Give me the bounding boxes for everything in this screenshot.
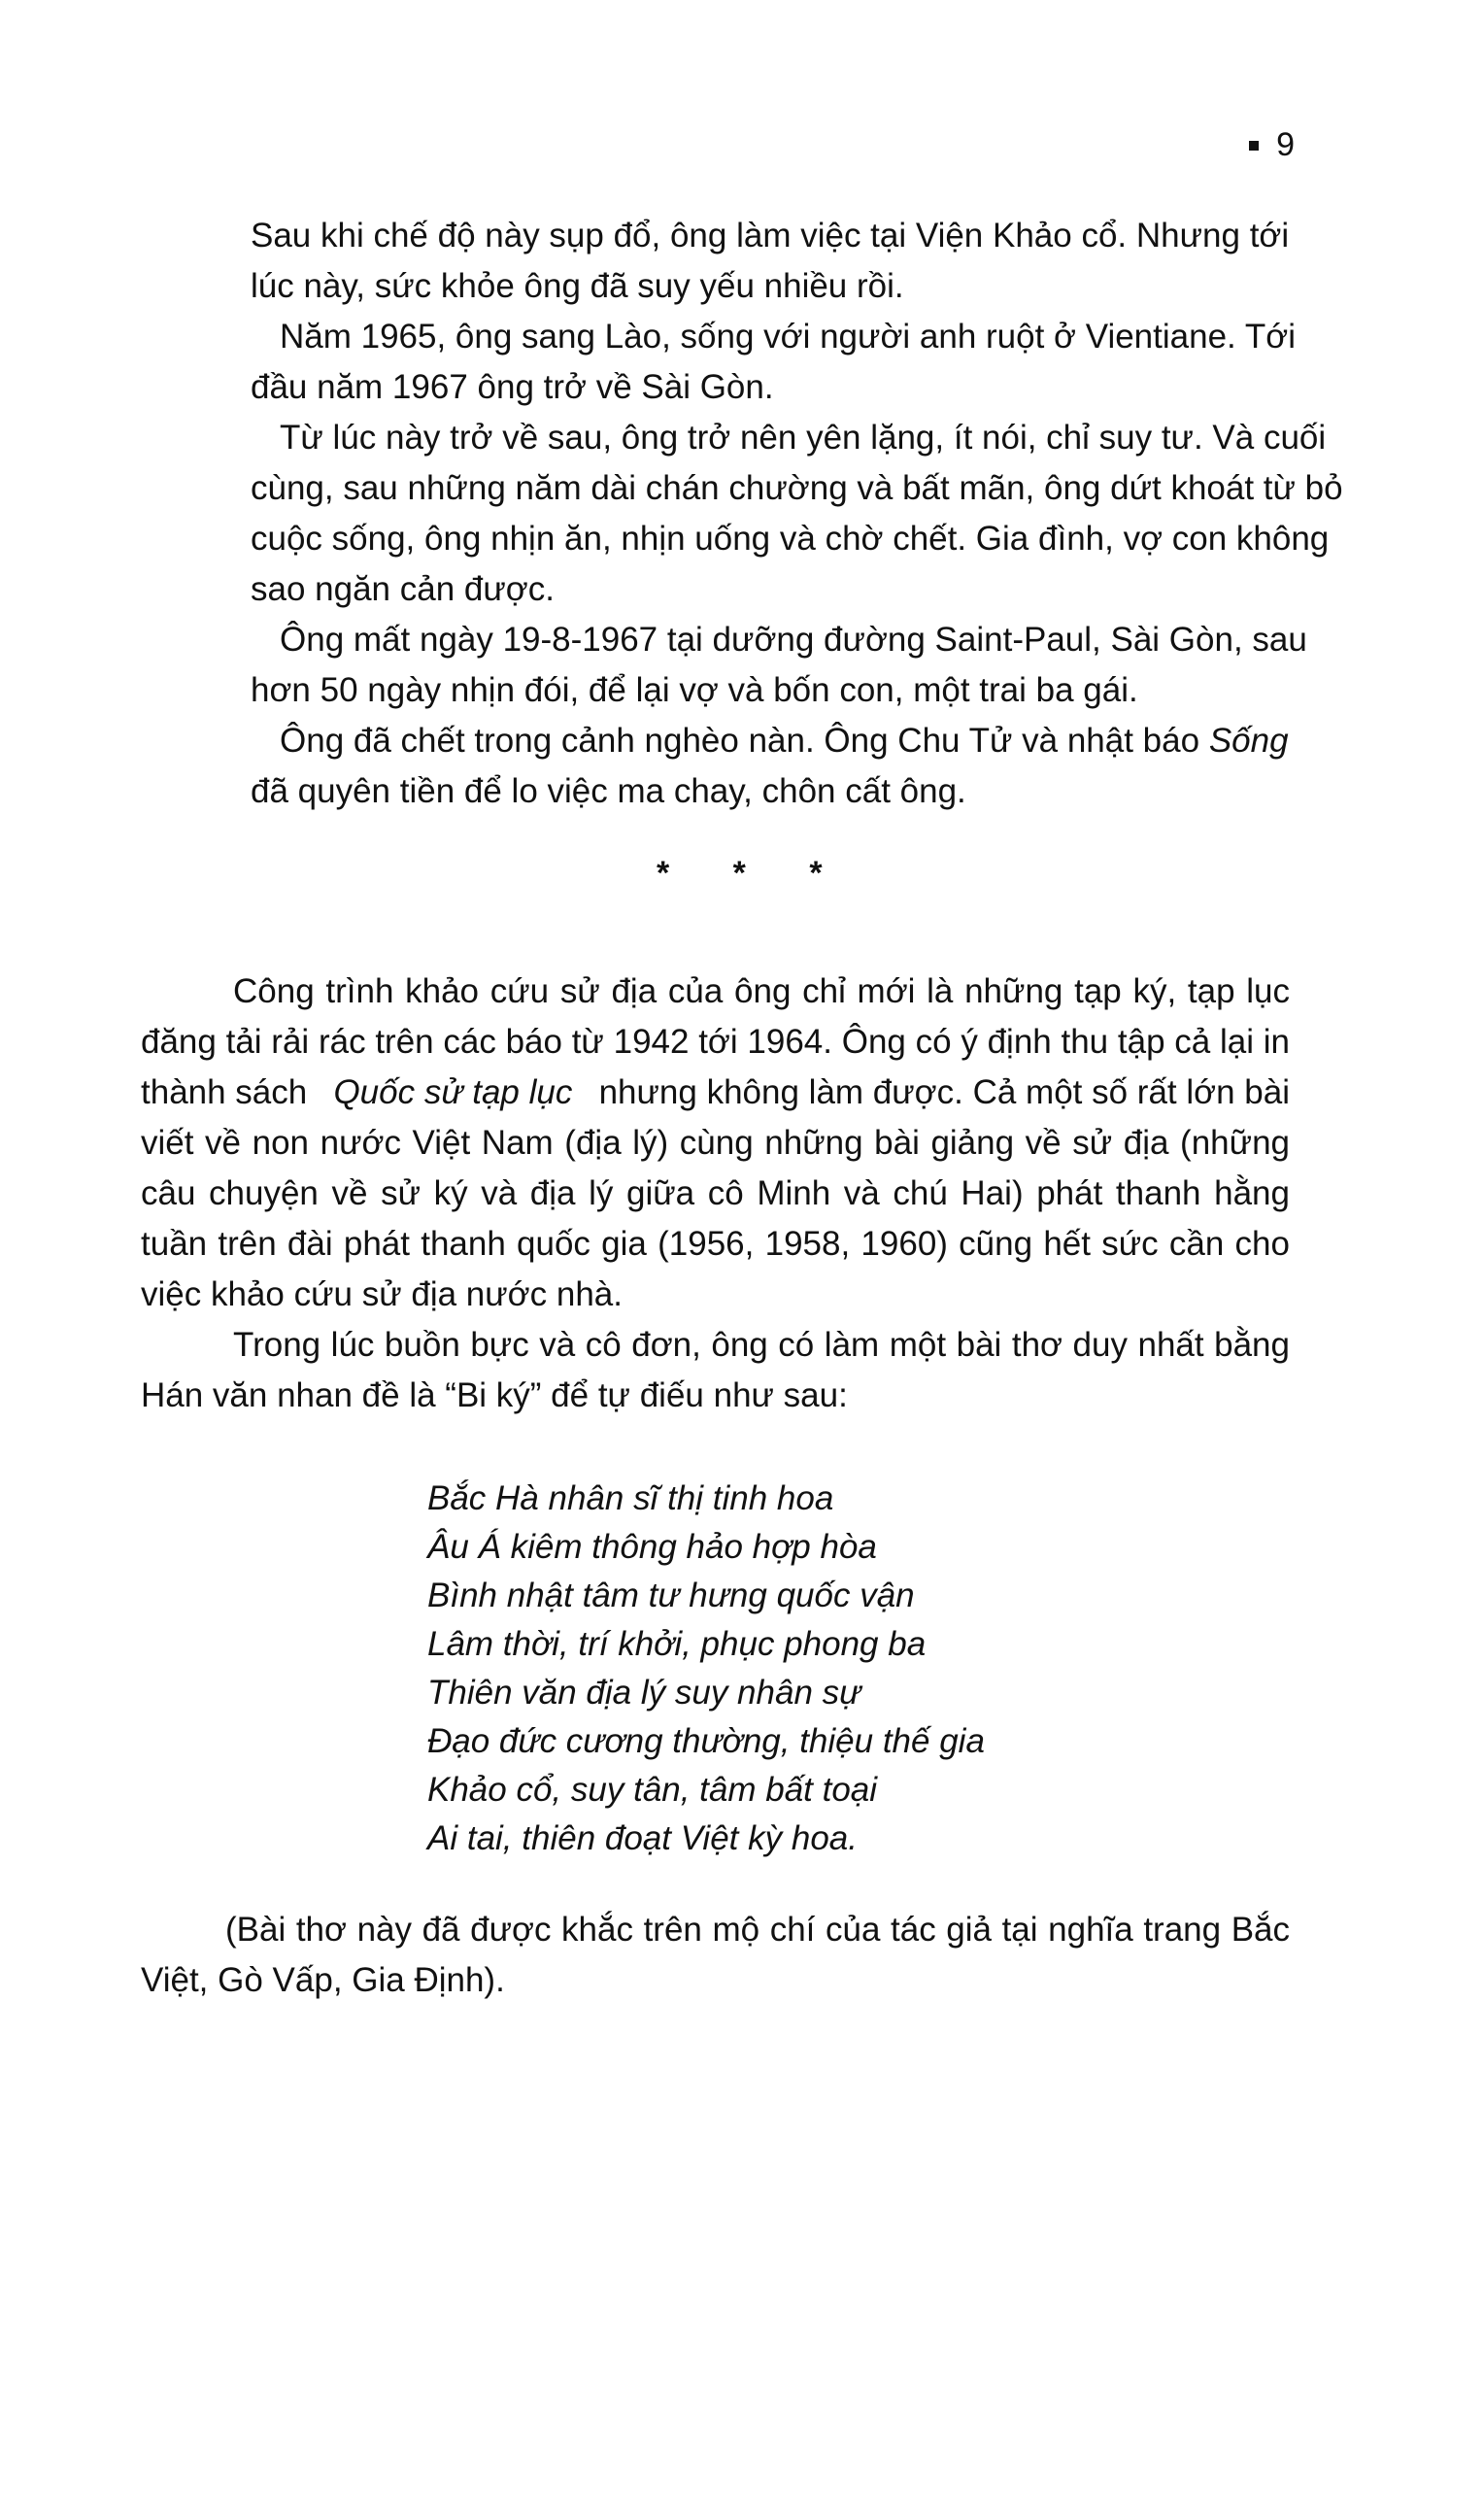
- paragraph-line: việc khảo cứu sử địa nước nhà.: [141, 1275, 623, 1313]
- paragraph-line: Hán văn nhan đề là “Bi ký” để tự điếu như sau:: [141, 1376, 848, 1414]
- paragraph-line: Công trình khảo cứu sử địa của ông chỉ mới là những tạp ký, tạp lục: [233, 972, 1290, 1010]
- paragraph-line: lúc này, sức khỏe ông đã suy yếu nhiều rồi.: [251, 267, 904, 305]
- paragraph-text: nhưng không làm được. Cả một số rất lớn bài: [598, 1073, 1290, 1111]
- page-number-text: 9: [1276, 126, 1295, 163]
- paragraph-line: Sau khi chế độ này sụp đổ, ông làm việc tại Viện Khảo cổ. Nhưng tới: [251, 217, 1290, 254]
- paragraph-line: câu chuyện về sử ký và địa lý giữa cô Minh và chú Hai) phát thanh hằng: [141, 1174, 1290, 1212]
- paragraph-line: viết về non nước Việt Nam (địa lý) cùng những bài giảng về sử địa (những: [141, 1124, 1290, 1162]
- paragraph-line: cùng, sau những năm dài chán chường và bất mãn, ông dứt khoát từ bỏ: [251, 469, 1343, 507]
- paragraph-line: Trong lúc buồn bực và cô đơn, ông có làm một bài thơ duy nhất bằng: [233, 1326, 1290, 1364]
- section-separator: * * *: [657, 855, 850, 892]
- note-line: Việt, Gò Vấp, Gia Định).: [141, 1961, 505, 1999]
- newspaper-title: Sống: [1208, 722, 1289, 760]
- paragraph-line: Năm 1965, ông sang Lào, sống với người anh ruột ở Vientiane. Tới: [280, 318, 1296, 356]
- paragraph-line: cuộc sống, ông nhịn ăn, nhịn uống và chờ chết. Gia đình, vợ con không: [251, 520, 1330, 558]
- paragraph-line: đã quyên tiền để lo việc ma chay, chôn cất ông.: [251, 772, 966, 810]
- page-number: [1249, 126, 1295, 164]
- poem-line: Thiên văn địa lý suy nhân sự: [427, 1674, 861, 1712]
- poem-line: Ai tai, thiên đoạt Việt kỳ hoa.: [427, 1819, 858, 1857]
- paragraph-line: sao ngăn cản được.: [251, 570, 555, 608]
- poem-line: Đạo đức cương thường, thiệu thế gia: [427, 1722, 985, 1760]
- paragraph-line: đầu năm 1967 ông trở về Sài Gòn.: [251, 368, 774, 406]
- page-number-bullet: [1249, 141, 1259, 151]
- paragraph-text: Ông đã chết trong cảnh nghèo nàn. Ông Chu Tử và nhật báo: [280, 722, 1200, 760]
- poem-line: Âu Á kiêm thông hảo hợp hòa: [427, 1528, 877, 1566]
- poem-line: Lâm thời, trí khởi, phục phong ba: [427, 1625, 927, 1663]
- paragraph-line: Ông mất ngày 19-8-1967 tại dưỡng đường Saint-Paul, Sài Gòn, sau: [280, 621, 1307, 659]
- book-title: Quốc sử tạp lục: [333, 1073, 573, 1111]
- paragraph-line: Từ lúc này trở về sau, ông trở nên yên lặng, ít nói, chỉ suy tư. Và cuối: [280, 419, 1327, 457]
- poem-line: Bình nhật tâm tư hưng quốc vận: [427, 1577, 915, 1614]
- paragraph-line: hơn 50 ngày nhịn đói, để lại vợ và bốn con, một trai ba gái.: [251, 671, 1138, 709]
- paragraph-line: [141, 1072, 1290, 1113]
- paragraph-line: đăng tải rải rác trên các báo từ 1942 tới 1964. Ông có ý định thu tập cả lại in: [141, 1023, 1290, 1061]
- poem-line: Khảo cổ, suy tân, tâm bất toại: [427, 1771, 878, 1809]
- paragraph-line: tuần trên đài phát thanh quốc gia (1956, 1958, 1960) cũng hết sức cần cho: [141, 1225, 1290, 1263]
- paragraph-line: [280, 721, 1289, 762]
- note-line: (Bài thơ này đã được khắc trên mộ chí của tác giả tại nghĩa trang Bắc: [225, 1911, 1290, 1949]
- paragraph-text: thành sách: [141, 1073, 308, 1111]
- poem-line: Bắc Hà nhân sĩ thị tinh hoa: [427, 1479, 834, 1517]
